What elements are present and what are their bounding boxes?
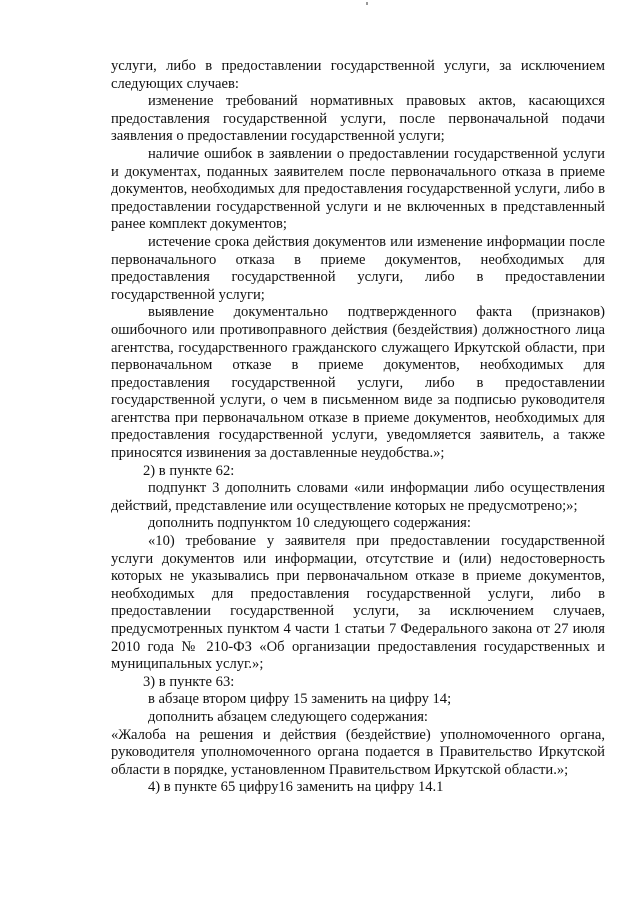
paragraph-11: в абзаце втором цифру 15 заменить на цифру 14; (148, 691, 452, 708)
paragraph-1: услуги, либо в предоставлении государственной услуги, за исключением следующих случаев: (111, 58, 605, 92)
paragraph-12: дополнить абзацем следующего содержания: (148, 708, 428, 725)
paragraph-13: «Жалоба на решения и действия (бездействие) уполномоченного органа, руководителя уполномоченного органа подается в Правительство Иркутской области в порядке, установленном Правительством Иркутской области.»; (111, 726, 605, 778)
paragraph-5: выявление документально подтвержденного факта (признаков) ошибочного или противоправного действия (бездействия) должностного лица агентства, государственного гражданского служащего Иркутской области, при первоначальном отказе в приеме документов, необходимых для предоставления государственной услуги, либо в предоставлении государственной услуги, о чем в письменном виде за подписью руководителя агентства при первоначальном отказе в приеме документов, необходимых для предоставления государственной услуги, уведомляется заявитель, а также приносятся извинения за доставленные неудобства.»; (111, 304, 605, 462)
paragraph-6: 2) в пункте 62: (143, 462, 235, 479)
paragraph-9: «10) требование у заявителя при предоставлении государственной услуги документов или информации, отсутствие и (или) недостоверность которых не указывались при первоначальном отказе в приеме документов, необходимых для предоставления государственной услуги, либо в предоставлении государственной услуги, за исключением случаев, предусмотренных пунктом 4 части 1 статьи 7 Федерального закона от 27 июля 2010 года № 210-ФЗ «Об организации предоставления государственных и муниципальных услуг.»; (111, 533, 605, 673)
paragraph-4: истечение срока действия документов или изменение информации после первоначального отказа в приеме документов, необходимых для предоставления государственной услуги, либо в предоставлении государственной услуги; (111, 233, 605, 303)
scan-speck (366, 2, 368, 5)
document-page (111, 58, 605, 797)
paragraph-3: наличие ошибок в заявлении о предоставлении государственной услуги и документах, поданных заявителем после первоначального отказа в приеме документов, необходимых для предоставления государственной услуги, либо в предоставлении государственной услуги и не включенных в представленный ранее комплект документов; (111, 145, 605, 233)
paragraph-10: 3) в пункте 63: (143, 673, 235, 690)
paragraph-7: подпункт 3 дополнить словами «или информации либо осуществления действий, представление или осуществление которых не предусмотрено;»; (111, 480, 605, 514)
paragraph-14: 4) в пункте 65 цифру16 заменить на цифру 14.1 (148, 779, 444, 796)
paragraph-2: изменение требований нормативных правовых актов, касающихся предоставления государственной услуги, после первоначальной подачи заявления о предоставлении государственной услуги; (111, 93, 605, 145)
paragraph-8: дополнить подпунктом 10 следующего содержания: (148, 515, 471, 532)
